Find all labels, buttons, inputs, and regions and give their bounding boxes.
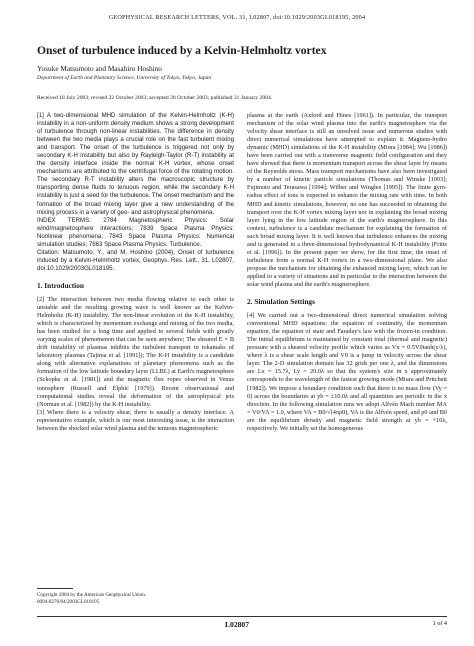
left-column	[37, 112, 234, 433]
abstract-text: [1] A two-dimensional MHD simulation of the Kelvin-Helmholtz (K-H) instability in a non-uniform density medium shows a strong development of turbulence through non-linear instabilities. The difference in density between the two media plays a crucial role on the fast turbulent mixing and transport. The onset of the turbulence is triggered not only by secondary K-H instability but also by Rayleigh-Taylor (R-T) instability at the density interface inside the normal K-H vortex, whose onset mechanisms are attributed to the centrifugal force of the rotating motion. The secondary R-T instability alters the macroscopic structure by transporting dense fluids to tenuous region, while the secondary K-H instability is just a seed for the turbulence. The onset mechanism and the formation of the broad mixing layer give a new understanding of the mixing process in a variety of geo- and astrophysical phenomena.	[37, 112, 234, 216]
paragraph-3: [3] Where there is a velocity shear, there is usually a density interface. A representative example, which is our most interesting issue, is the interaction between the shocked solar wind plasma and the tenuous magnetospheric	[37, 408, 234, 432]
citation: Citation: Matsumoto, Y., and M. Hoshino (2004), Onset of turbulence induced by a Kelvin-Helmholtz vortex, Geophys. Res. Lett., 31, L02807, doi:10.1029/2003GL018195.	[37, 248, 234, 272]
paragraph-2: [2] The interaction between two media flowing relative to each other is unstable and the resulting growing wave is well known as the Kelvin-Helmholtz (K-H) instability. The non-linear evolution of the K-H instability, which is characterized by momentum exchange and mixing of the two media, has been studied for a long time and applied to several fields with greatly varying scales of phenomenon that can be seen anywhere; The sheared E × B drift instability of plasmas inhibits the turbulent transport in tokamaks of laboratory plasmas (Tajima et al. [1991]); The K-H instability is a candidate along with alternative explanations of planetary phenomena such as the formation of the low latitude boundary layer (LLBL) at Earth's magnetosphere (Sckopke et al. [1981]) and the magnetic flux ropes observed in Venus ionosphere (Russell and Elphic [1979]). Recent observational and computational studies reveal the deformation of the astrophysical jets (Norman et al. [1982]) by the K-H instability.	[37, 295, 234, 408]
abstract	[37, 112, 234, 273]
paper-title: Onset of turbulence induced by a Kelvin-Helmholtz vortex	[37, 44, 327, 57]
issn-line: 0094-8276/04/2003GL018195	[37, 598, 100, 605]
index-terms: INDEX TERMS: 2784 Magnetospheric Physics: Solar wind/magnetosphere interactions; 7839 Space Plasma Physics: Nonlinear phenomena; 7843 Space Plasma Physics: Numerical simulation studies; 7863 Space Plasma Physics: Turbulence.	[37, 216, 234, 248]
section-heading-simulation-settings: 2. Simulation Settings	[247, 297, 315, 307]
right-column	[247, 112, 447, 433]
running-head: GEOPHYSICAL RESEARCH LETTERS, VOL. 31, L02807, doi:10.1029/2003GL018195, 2004	[108, 14, 366, 21]
paper-authors: Yosuke Matsumoto and Masahiro Hoshino	[37, 64, 162, 73]
copyright-line: Copyright 2004 by the American Geophysical Union.	[37, 592, 147, 598]
paper-affiliation: Department of Earth and Planetary Science, University of Tokyo, Tokyo, Japan	[37, 75, 212, 81]
paragraph-3-continued: plasma at the earth (Axford and Hines [1961]). In particular, the transport mechanism of the solar wind plasma into the earth's magnetosphere via the velocity shear interface is still an unsolved issue and numerous studies with direct numerical simulations have attempted to explain it. Magneto-hydro dynamic (MHD) simulations of the K-H instability (Miura [1984]; Wu [1986]) have been carried out with a transverse magnetic field configuration and they have showed that there is momentum transport across the shear layer by means of the Reynolds stress. Mass transport mechanisms have also been investigated by a number of kinetic particle simulations (Thomas and Winske [1993]; Fujimoto and Terasawa [1994]; Wilber and Winglee [1995]). The finite gyro-radius effect of ions is expected to enhance the mixing rate with time. In both MHD and kinetic simulations, however, no one has succeeded in obtaining the transport over the K-H vortex mixing layer nor in explaining the broad mixing layer lying in the low latitude region of the earth's magnetosphere. In this context, turbulence is a candidate mechanism for explaining the formation of such broad mixing layer. It is well known that turbulence enhances the mixing and is generated in a three-dimensional hydrodynamical K-H instability (Fritts et al. [1996]). In the present paper we show, for the first time, the onset of turbulence from a normal K-H vortex in a two-dimensional plane. We also propose the mechanism for obtaining the enhanced mixing layer, which can be applied to a variety of situations and in particular to the interaction between the solar wind plasma and the earth's magnetosphere.	[247, 112, 447, 288]
paragraph-4: [4] We carried out a two-dimensional direct numerical simulation solving conventional MHD equations: the equation of continuity, the momentum equation, the equation of state and Faraday's law with the frozen-in condition. The initial equilibrium is maintained by constant total (thermal and magnetic) pressure with a sheared velocity profile which varies as Vx = 0.5V0tanh(y/λ), where λ is a shear scale length and V0 is a jump in velocity across the shear layer. The 2-D simulation domain has 32 grids per one λ, and the dimensions are Lx = 15.7λ, Ly = 20.0λ so that the system's size in x approximately corresponds to the wavelength of the fastest growing mode (Miura and Pritchett [1982]). We impose a boundary condition such that there is no mass flow (Vy = 0) across the boundaries at yb = ±10.0λ and all quantities are periodic in the x direction. In the following simulation runs we adopt Alfvén Mach number MA = V0/VA = 1.0, where VA = B0/√(4πρ0), VA is the Alfvén speed, and ρ0 and B0 are the equilibrium density and magnetic field strength at yb = +10λ, respectively. We initially set the homogeneous	[247, 312, 447, 432]
page-number: 1 of 4	[432, 620, 447, 627]
section-heading-introduction: 1. Introduction	[37, 280, 84, 290]
received-dates: Received 18 July 2003; revised 22 October 2003; accepted 28 October 2003; published 31 January 2004.	[37, 95, 273, 101]
bottom-divider	[37, 616, 447, 617]
footnote-divider	[37, 588, 73, 589]
article-code: L02807	[224, 620, 250, 629]
copyright-footnote	[37, 592, 146, 605]
